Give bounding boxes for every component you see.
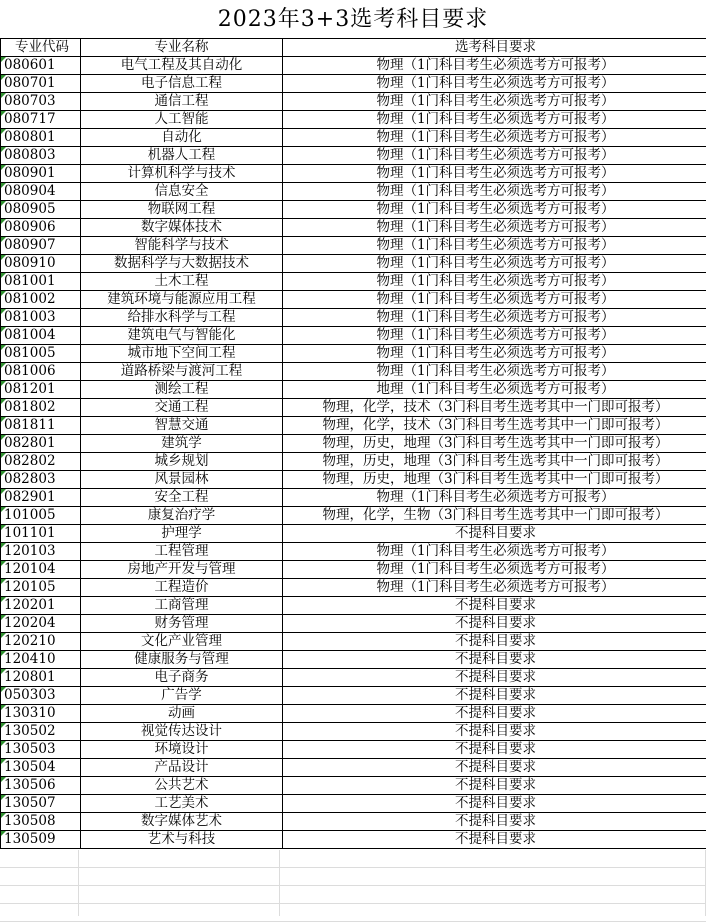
cell-name[interactable]: 艺术与科技 xyxy=(81,831,283,849)
cell-name[interactable]: 电子商务 xyxy=(81,669,283,687)
table-row xyxy=(1,417,706,435)
empty-grid-row[interactable] xyxy=(0,868,706,886)
cell-code-text: 082803 xyxy=(4,471,56,487)
cell-code-text: 130506 xyxy=(4,777,56,793)
table-row xyxy=(1,687,706,705)
text-number-flag-icon xyxy=(1,273,6,278)
cell-name[interactable]: 测绘工程 xyxy=(81,381,283,399)
cell-requirement[interactable]: 地理（1门科目考生必须选考方可报考） xyxy=(283,381,706,399)
table-body xyxy=(1,57,706,849)
table-row xyxy=(1,309,706,327)
text-number-flag-icon xyxy=(1,183,6,188)
cell-code[interactable] xyxy=(1,687,81,705)
text-number-flag-icon xyxy=(1,489,6,494)
cell-name[interactable]: 财务管理 xyxy=(81,615,283,633)
table-row xyxy=(1,75,706,93)
cell-requirement[interactable]: 不提科目要求 xyxy=(283,669,706,687)
cell-requirement[interactable]: 物理（1门科目考生必须选考方可报考） xyxy=(283,201,706,219)
cell-name[interactable]: 道路桥梁与渡河工程 xyxy=(81,363,283,381)
table-row xyxy=(1,111,706,129)
table-row xyxy=(1,129,706,147)
cell-code-text: 130508 xyxy=(4,813,56,829)
cell-code[interactable] xyxy=(1,453,81,471)
cell-code-text: 080906 xyxy=(4,219,56,235)
table-row xyxy=(1,237,706,255)
cell-name[interactable]: 自动化 xyxy=(81,129,283,147)
cell-requirement[interactable]: 物理（1门科目考生必须选考方可报考） xyxy=(283,309,706,327)
table-row xyxy=(1,831,706,849)
cell-code[interactable] xyxy=(1,111,81,129)
table-row xyxy=(1,165,706,183)
cell-requirement[interactable]: 不提科目要求 xyxy=(283,795,706,813)
cell-code[interactable] xyxy=(1,777,81,795)
text-number-flag-icon xyxy=(1,795,6,800)
text-number-flag-icon xyxy=(1,255,6,260)
cell-requirement[interactable]: 不提科目要求 xyxy=(283,741,706,759)
cell-code[interactable] xyxy=(1,381,81,399)
cell-name[interactable]: 通信工程 xyxy=(81,93,283,111)
cell-code[interactable] xyxy=(1,705,81,723)
cell-code-text: 080801 xyxy=(4,129,56,145)
table-row xyxy=(1,795,706,813)
table-row xyxy=(1,597,706,615)
text-number-flag-icon xyxy=(1,129,6,134)
cell-name[interactable]: 电气工程及其自动化 xyxy=(81,57,283,75)
cell-code-text: 120410 xyxy=(4,651,56,667)
cell-code-text: 080717 xyxy=(4,111,56,127)
cell-name[interactable]: 数字媒体艺术 xyxy=(81,813,283,831)
table-row xyxy=(1,363,706,381)
empty-grid-row[interactable] xyxy=(0,886,706,904)
cell-code-text: 080803 xyxy=(4,147,56,163)
text-number-flag-icon xyxy=(1,57,6,62)
cell-requirement[interactable]: 不提科目要求 xyxy=(283,759,706,777)
cell-requirement[interactable]: 不提科目要求 xyxy=(283,615,706,633)
text-number-flag-icon xyxy=(1,543,6,548)
table-row xyxy=(1,399,706,417)
cell-code[interactable] xyxy=(1,525,81,543)
text-number-flag-icon xyxy=(1,579,6,584)
cell-code-text: 120104 xyxy=(4,561,56,577)
table-row xyxy=(1,381,706,399)
cell-requirement[interactable]: 不提科目要求 xyxy=(283,651,706,669)
text-number-flag-icon xyxy=(1,309,6,314)
text-number-flag-icon xyxy=(1,525,6,530)
cell-code-text: 130503 xyxy=(4,741,56,757)
cell-requirement[interactable]: 物理，化学，技术（3门科目考生选考其中一门即可报考） xyxy=(283,417,706,435)
text-number-flag-icon xyxy=(1,165,6,170)
table-row xyxy=(1,813,706,831)
cell-name[interactable]: 人工智能 xyxy=(81,111,283,129)
cell-code[interactable] xyxy=(1,219,81,237)
cell-code[interactable] xyxy=(1,417,81,435)
cell-code-text: 080701 xyxy=(4,75,56,91)
cell-requirement[interactable]: 物理（1门科目考生必须选考方可报考） xyxy=(283,543,706,561)
cell-requirement[interactable]: 物理（1门科目考生必须选考方可报考） xyxy=(283,345,706,363)
cell-code-text: 082801 xyxy=(4,435,56,451)
cell-requirement[interactable]: 物理，化学，技术（3门科目考生选考其中一门即可报考） xyxy=(283,399,706,417)
cell-code[interactable] xyxy=(1,795,81,813)
cell-code[interactable] xyxy=(1,255,81,273)
cell-code-text: 081005 xyxy=(4,345,56,361)
text-number-flag-icon xyxy=(1,327,6,332)
cell-name[interactable]: 电子信息工程 xyxy=(81,75,283,93)
cell-code-text: 120105 xyxy=(4,579,56,595)
cell-code-text: 120801 xyxy=(4,669,56,685)
header-name[interactable]: 专业名称 xyxy=(81,39,283,57)
cell-code[interactable] xyxy=(1,309,81,327)
table-row xyxy=(1,183,706,201)
cell-requirement[interactable]: 物理，历史，地理（3门科目考生选考其中一门即可报考） xyxy=(283,453,706,471)
cell-requirement[interactable]: 物理（1门科目考生必须选考方可报考） xyxy=(283,237,706,255)
text-number-flag-icon xyxy=(1,705,6,710)
table-row xyxy=(1,651,706,669)
table-row xyxy=(1,273,706,291)
cell-code[interactable] xyxy=(1,165,81,183)
cell-name[interactable]: 城乡规划 xyxy=(81,453,283,471)
cell-requirement[interactable]: 物理（1门科目考生必须选考方可报考） xyxy=(283,273,706,291)
cell-requirement[interactable]: 物理（1门科目考生必须选考方可报考） xyxy=(283,363,706,381)
cell-code-text: 050303 xyxy=(4,687,56,703)
cell-name[interactable]: 房地产开发与管理 xyxy=(81,561,283,579)
cell-code[interactable] xyxy=(1,723,81,741)
cell-requirement[interactable]: 不提科目要求 xyxy=(283,525,706,543)
cell-code-text: 120210 xyxy=(4,633,56,649)
text-number-flag-icon xyxy=(1,417,6,422)
text-number-flag-icon xyxy=(1,741,6,746)
table-row xyxy=(1,435,706,453)
text-number-flag-icon xyxy=(1,147,6,152)
cell-name[interactable]: 环境设计 xyxy=(81,741,283,759)
text-number-flag-icon xyxy=(1,363,6,368)
cell-name[interactable]: 计算机科学与技术 xyxy=(81,165,283,183)
cell-code[interactable] xyxy=(1,291,81,309)
cell-code[interactable] xyxy=(1,57,81,75)
cell-code[interactable] xyxy=(1,597,81,615)
cell-code[interactable] xyxy=(1,471,81,489)
table-row xyxy=(1,633,706,651)
table-row xyxy=(1,201,706,219)
cell-code[interactable] xyxy=(1,237,81,255)
cell-requirement[interactable]: 物理（1门科目考生必须选考方可报考） xyxy=(283,255,706,273)
cell-name[interactable]: 给排水科学与工程 xyxy=(81,309,283,327)
cell-code-text: 082802 xyxy=(4,453,56,469)
text-number-flag-icon xyxy=(1,399,6,404)
cell-code-text: 130310 xyxy=(4,705,56,721)
text-number-flag-icon xyxy=(1,219,6,224)
cell-name[interactable]: 护理学 xyxy=(81,525,283,543)
cell-code[interactable] xyxy=(1,813,81,831)
cell-code[interactable] xyxy=(1,363,81,381)
text-number-flag-icon xyxy=(1,777,6,782)
text-number-flag-icon xyxy=(1,651,6,656)
text-number-flag-icon xyxy=(1,381,6,386)
text-number-flag-icon xyxy=(1,597,6,602)
table-row xyxy=(1,471,706,489)
cell-name[interactable]: 康复治疗学 xyxy=(81,507,283,525)
cell-code-text: 080904 xyxy=(4,183,56,199)
text-number-flag-icon xyxy=(1,291,6,296)
grid-column-line xyxy=(279,850,280,916)
cell-code[interactable] xyxy=(1,435,81,453)
cell-requirement[interactable]: 不提科目要求 xyxy=(283,633,706,651)
cell-name[interactable]: 健康服务与管理 xyxy=(81,651,283,669)
cell-code[interactable] xyxy=(1,327,81,345)
cell-code[interactable] xyxy=(1,489,81,507)
cell-name[interactable]: 建筑电气与智能化 xyxy=(81,327,283,345)
cell-requirement[interactable]: 物理（1门科目考生必须选考方可报考） xyxy=(283,111,706,129)
cell-code-text: 081003 xyxy=(4,309,56,325)
cell-name[interactable]: 城市地下空间工程 xyxy=(81,345,283,363)
cell-code-text: 081006 xyxy=(4,363,56,379)
cell-requirement[interactable]: 物理（1门科目考生必须选考方可报考） xyxy=(283,561,706,579)
text-number-flag-icon xyxy=(1,201,6,206)
table-row xyxy=(1,57,706,75)
cell-code[interactable] xyxy=(1,507,81,525)
cell-name[interactable]: 广告学 xyxy=(81,687,283,705)
cell-name[interactable]: 工商管理 xyxy=(81,597,283,615)
text-number-flag-icon xyxy=(1,633,6,638)
cell-name[interactable]: 工程管理 xyxy=(81,543,283,561)
cell-requirement[interactable]: 不提科目要求 xyxy=(283,723,706,741)
cell-name[interactable]: 工艺美术 xyxy=(81,795,283,813)
cell-code-text: 081002 xyxy=(4,291,56,307)
cell-name[interactable]: 公共艺术 xyxy=(81,777,283,795)
table-row xyxy=(1,219,706,237)
cell-code[interactable] xyxy=(1,147,81,165)
cell-code-text: 130504 xyxy=(4,759,56,775)
header-requirement[interactable]: 选考科目要求 xyxy=(283,39,706,57)
text-number-flag-icon xyxy=(1,237,6,242)
cell-code[interactable] xyxy=(1,579,81,597)
cell-code[interactable] xyxy=(1,651,81,669)
table-row xyxy=(1,777,706,795)
cell-requirement[interactable]: 物理，化学，生物（3门科目考生选考其中一门即可报考） xyxy=(283,507,706,525)
text-number-flag-icon xyxy=(1,615,6,620)
empty-grid-row[interactable] xyxy=(0,850,706,868)
text-number-flag-icon xyxy=(1,723,6,728)
cell-requirement[interactable]: 不提科目要求 xyxy=(283,597,706,615)
cell-code[interactable] xyxy=(1,75,81,93)
cell-code[interactable] xyxy=(1,633,81,651)
text-number-flag-icon xyxy=(1,453,6,458)
cell-code[interactable] xyxy=(1,129,81,147)
cell-name[interactable]: 建筑学 xyxy=(81,435,283,453)
page-title: 2023年3+3选考科目要求 xyxy=(0,0,706,38)
cell-requirement[interactable]: 物理（1门科目考生必须选考方可报考） xyxy=(283,489,706,507)
cell-code-text: 080907 xyxy=(4,237,56,253)
text-number-flag-icon xyxy=(1,93,6,98)
text-number-flag-icon xyxy=(1,669,6,674)
cell-name[interactable]: 物联网工程 xyxy=(81,201,283,219)
table-row xyxy=(1,525,706,543)
table-row xyxy=(1,543,706,561)
cell-name[interactable]: 动画 xyxy=(81,705,283,723)
table-row xyxy=(1,453,706,471)
cell-requirement[interactable]: 物理（1门科目考生必须选考方可报考） xyxy=(283,129,706,147)
cell-name[interactable]: 土木工程 xyxy=(81,273,283,291)
table-row xyxy=(1,147,706,165)
cell-code[interactable] xyxy=(1,93,81,111)
cell-name[interactable]: 建筑环境与能源应用工程 xyxy=(81,291,283,309)
table-row xyxy=(1,705,706,723)
cell-code-text: 101005 xyxy=(4,507,56,523)
table-row xyxy=(1,507,706,525)
requirements-table xyxy=(0,38,706,849)
cell-name[interactable]: 工程造价 xyxy=(81,579,283,597)
cell-code-text: 130509 xyxy=(4,831,56,847)
cell-requirement[interactable]: 物理，历史，地理（3门科目考生选考其中一门即可报考） xyxy=(283,471,706,489)
table-row xyxy=(1,759,706,777)
table-row xyxy=(1,669,706,687)
text-number-flag-icon xyxy=(1,75,6,80)
text-number-flag-icon xyxy=(1,435,6,440)
cell-code-text: 130502 xyxy=(4,723,56,739)
cell-code[interactable] xyxy=(1,759,81,777)
cell-code-text: 130507 xyxy=(4,795,56,811)
table-row xyxy=(1,615,706,633)
cell-code-text: 081802 xyxy=(4,399,56,415)
table-row xyxy=(1,291,706,309)
text-number-flag-icon xyxy=(1,561,6,566)
grid-column-line xyxy=(78,850,79,916)
cell-code-text: 120201 xyxy=(4,597,56,613)
cell-code[interactable] xyxy=(1,669,81,687)
cell-code-text: 120204 xyxy=(4,615,56,631)
cell-code[interactable] xyxy=(1,543,81,561)
cell-code[interactable] xyxy=(1,399,81,417)
text-number-flag-icon xyxy=(1,471,6,476)
cell-requirement[interactable]: 不提科目要求 xyxy=(283,705,706,723)
cell-code-text: 080703 xyxy=(4,93,56,109)
cell-requirement[interactable]: 物理（1门科目考生必须选考方可报考） xyxy=(283,57,706,75)
cell-requirement[interactable]: 物理（1门科目考生必须选考方可报考） xyxy=(283,165,706,183)
cell-code[interactable] xyxy=(1,741,81,759)
cell-requirement[interactable]: 不提科目要求 xyxy=(283,777,706,795)
cell-code[interactable] xyxy=(1,831,81,849)
cell-name[interactable]: 安全工程 xyxy=(81,489,283,507)
text-number-flag-icon xyxy=(1,111,6,116)
empty-grid-row[interactable] xyxy=(0,904,706,922)
cell-requirement[interactable]: 物理（1门科目考生必须选考方可报考） xyxy=(283,291,706,309)
cell-requirement[interactable]: 物理（1门科目考生必须选考方可报考） xyxy=(283,219,706,237)
cell-name[interactable]: 视觉传达设计 xyxy=(81,723,283,741)
text-number-flag-icon xyxy=(1,813,6,818)
cell-name[interactable]: 智能科学与技术 xyxy=(81,237,283,255)
cell-code-text: 120103 xyxy=(4,543,56,559)
cell-requirement[interactable]: 物理（1门科目考生必须选考方可报考） xyxy=(283,147,706,165)
cell-code[interactable] xyxy=(1,615,81,633)
cell-name[interactable]: 数据科学与大数据技术 xyxy=(81,255,283,273)
table-row xyxy=(1,345,706,363)
cell-requirement[interactable]: 物理（1门科目考生必须选考方可报考） xyxy=(283,75,706,93)
header-code[interactable]: 专业代码 xyxy=(1,39,81,57)
cell-code[interactable] xyxy=(1,201,81,219)
cell-code-text: 081201 xyxy=(4,381,56,397)
text-number-flag-icon xyxy=(1,345,6,350)
cell-requirement[interactable]: 不提科目要求 xyxy=(283,831,706,849)
table-row xyxy=(1,327,706,345)
cell-code-text: 101101 xyxy=(4,525,56,541)
cell-code[interactable] xyxy=(1,561,81,579)
cell-code[interactable] xyxy=(1,183,81,201)
cell-requirement[interactable]: 物理（1门科目考生必须选考方可报考） xyxy=(283,183,706,201)
cell-code-text: 080601 xyxy=(4,57,56,73)
cell-name[interactable]: 智慧交通 xyxy=(81,417,283,435)
cell-code-text: 081811 xyxy=(4,417,56,433)
text-number-flag-icon xyxy=(1,687,6,692)
cell-name[interactable]: 文化产业管理 xyxy=(81,633,283,651)
cell-name[interactable]: 信息安全 xyxy=(81,183,283,201)
cell-code-text: 081001 xyxy=(4,273,56,289)
cell-code-text: 081004 xyxy=(4,327,56,343)
table-row xyxy=(1,93,706,111)
cell-code-text: 082901 xyxy=(4,489,56,505)
table-row xyxy=(1,561,706,579)
cell-code-text: 080905 xyxy=(4,201,56,217)
table-row xyxy=(1,723,706,741)
text-number-flag-icon xyxy=(1,759,6,764)
cell-code-text: 080910 xyxy=(4,255,56,271)
cell-name[interactable]: 产品设计 xyxy=(81,759,283,777)
cell-requirement[interactable]: 物理（1门科目考生必须选考方可报考） xyxy=(283,579,706,597)
table-row xyxy=(1,255,706,273)
table-row xyxy=(1,489,706,507)
text-number-flag-icon xyxy=(1,507,6,512)
cell-name[interactable]: 数字媒体技术 xyxy=(81,219,283,237)
cell-requirement[interactable]: 物理，历史，地理（3门科目考生选考其中一门即可报考） xyxy=(283,435,706,453)
header-row xyxy=(1,39,706,57)
cell-requirement[interactable]: 不提科目要求 xyxy=(283,813,706,831)
cell-name[interactable]: 风景园林 xyxy=(81,471,283,489)
text-number-flag-icon xyxy=(1,831,6,836)
cell-requirement[interactable]: 物理（1门科目考生必须选考方可报考） xyxy=(283,327,706,345)
cell-name[interactable]: 机器人工程 xyxy=(81,147,283,165)
cell-requirement[interactable]: 物理（1门科目考生必须选考方可报考） xyxy=(283,93,706,111)
cell-code-text: 080901 xyxy=(4,165,56,181)
cell-requirement[interactable]: 不提科目要求 xyxy=(283,687,706,705)
cell-code[interactable] xyxy=(1,345,81,363)
cell-code[interactable] xyxy=(1,273,81,291)
table-row xyxy=(1,741,706,759)
cell-name[interactable]: 交通工程 xyxy=(81,399,283,417)
table-row xyxy=(1,579,706,597)
